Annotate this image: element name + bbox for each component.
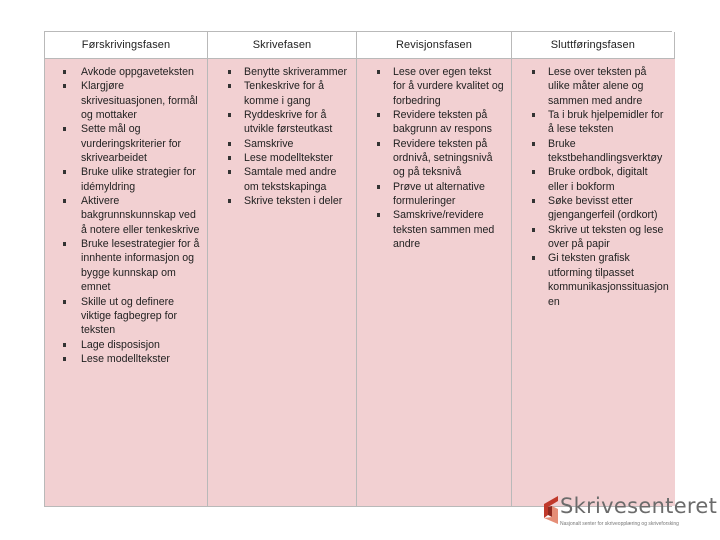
list-item: Lage disposisjon bbox=[49, 338, 203, 352]
list-item: Revidere teksten på bakgrunn av respons bbox=[361, 108, 507, 137]
bullet-icon bbox=[63, 84, 66, 88]
bullet-icon bbox=[532, 142, 535, 146]
logo-subtitle: Nasjonalt senter for skriveopplæring og skriveforsking bbox=[560, 521, 679, 527]
bullet-icon bbox=[532, 170, 535, 174]
bullet-icon bbox=[377, 142, 380, 146]
list-item: Lese modelltekster bbox=[49, 352, 203, 366]
list-item: Lese modelltekster bbox=[212, 151, 352, 165]
list-item: Skrive ut teksten og lese over på papir bbox=[516, 223, 671, 252]
bullet-icon bbox=[228, 170, 231, 174]
list-item: Aktivere bakgrunnskunnskap ved å notere eller tenkeskrive bbox=[49, 194, 203, 237]
header-revisjonsfasen: Revisjonsfasen bbox=[357, 32, 512, 59]
list-item: Ta i bruk hjelpemidler for å lese teksten bbox=[516, 108, 671, 137]
header-forskrivingsfasen: Førskrivingsfasen bbox=[45, 32, 208, 59]
list-item: Klargjøre skrivesituasjonen, formål og mottaker bbox=[49, 79, 203, 122]
list-item: Lese over egen tekst for å vurdere kvalitet og forbedring bbox=[361, 65, 507, 108]
bullet-icon bbox=[63, 357, 66, 361]
bullet-icon bbox=[228, 199, 231, 203]
bullet-icon bbox=[228, 113, 231, 117]
logo-mark-icon bbox=[538, 495, 562, 525]
list-item: Tenkeskrive for å komme i gang bbox=[212, 79, 352, 108]
bullet-icon bbox=[63, 170, 66, 174]
list-item: Søke bevisst etter gjengangerfeil (ordkort) bbox=[516, 194, 671, 223]
list-item: Gi teksten grafisk utforming tilpasset kommunikasjonssituasjon en bbox=[516, 251, 671, 308]
list-item: Bruke lesestrategier for å innhente informasjon og bygge kunnskap om emnet bbox=[49, 237, 203, 294]
list-item: Bruke ordbok, digitalt eller i bokform bbox=[516, 165, 671, 194]
writing-phases-table bbox=[44, 31, 672, 507]
bullet-icon bbox=[63, 343, 66, 347]
column-forskrivingsfasen bbox=[45, 59, 208, 506]
bullet-icon bbox=[377, 113, 380, 117]
list-item: Prøve ut alternative formuleringer bbox=[361, 180, 507, 209]
list-item: Samskrive bbox=[212, 137, 352, 151]
bullet-list bbox=[361, 65, 507, 251]
bullet-icon bbox=[63, 242, 66, 246]
bullet-icon bbox=[63, 300, 66, 304]
list-item: Sette mål og vurderingskriterier for skrivearbeidet bbox=[49, 122, 203, 165]
bullet-list bbox=[516, 65, 671, 309]
bullet-icon bbox=[377, 185, 380, 189]
list-item: Bruke tekstbehandlingsverktøy bbox=[516, 137, 671, 166]
list-item: Samtale med andre om tekstskapinga bbox=[212, 165, 352, 194]
list-item: Samskrive/revidere teksten sammen med andre bbox=[361, 208, 507, 251]
bullet-icon bbox=[63, 127, 66, 131]
bullet-icon bbox=[532, 199, 535, 203]
bullet-icon bbox=[63, 199, 66, 203]
list-item: Skille ut og definere viktige fagbegrep for teksten bbox=[49, 295, 203, 338]
bullet-icon bbox=[532, 70, 535, 74]
bullet-icon bbox=[377, 70, 380, 74]
bullet-icon bbox=[532, 228, 535, 232]
list-item: Revidere teksten på ordnivå, setningsnivå og på teksnivå bbox=[361, 137, 507, 180]
bullet-icon bbox=[228, 84, 231, 88]
list-item: Benytte skriverammer bbox=[212, 65, 352, 79]
column-sluttforingsfasen bbox=[512, 59, 675, 506]
skrivesenteret-logo bbox=[538, 494, 718, 530]
list-item: Skrive teksten i deler bbox=[212, 194, 352, 208]
list-item: Lese over teksten på ulike måter alene og sammen med andre bbox=[516, 65, 671, 108]
bullet-icon bbox=[532, 113, 535, 117]
list-item: Avkode oppgaveteksten bbox=[49, 65, 203, 79]
column-skrivefasen bbox=[208, 59, 357, 506]
bullet-icon bbox=[377, 213, 380, 217]
bullet-list bbox=[212, 65, 352, 208]
list-item: Ryddeskrive for å utvikle førsteutkast bbox=[212, 108, 352, 137]
header-sluttforingsfasen: Sluttføringsfasen bbox=[512, 32, 675, 59]
bullet-list bbox=[49, 65, 203, 366]
list-item: Bruke ulike strategier for idémyldring bbox=[49, 165, 203, 194]
bullet-icon bbox=[228, 156, 231, 160]
bullet-icon bbox=[63, 70, 66, 74]
header-skrivefasen: Skrivefasen bbox=[208, 32, 357, 59]
bullet-icon bbox=[228, 70, 231, 74]
column-revisjonsfasen bbox=[357, 59, 512, 506]
bullet-icon bbox=[228, 142, 231, 146]
bullet-icon bbox=[532, 256, 535, 260]
logo-name: Skrivesenteret bbox=[560, 494, 718, 518]
